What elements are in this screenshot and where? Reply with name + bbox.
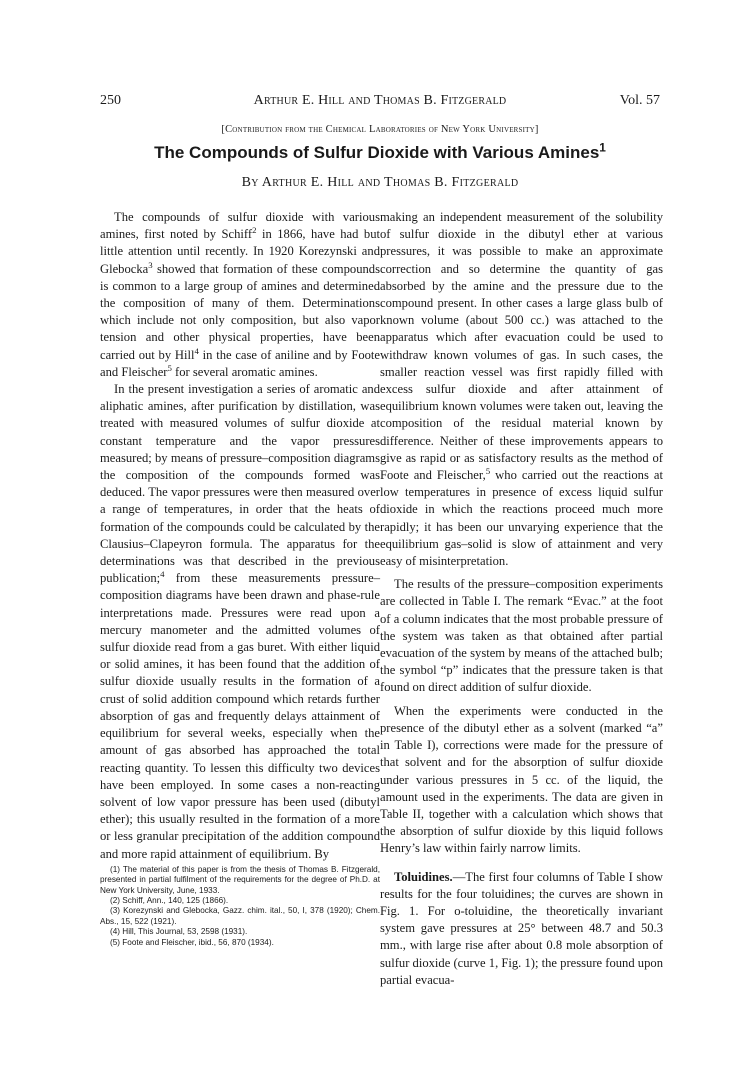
volume-label: Vol. 57 — [619, 93, 660, 108]
paragraph: making an independent measurement of the solubility of sulfur dioxide in the dibutyl ether at various pressures, it was possible to make an approximate correction and so determine the quantity of gas absorbed by the amine and the pressure due to the compound present. In other cases a large glass bulb of known volume (about 500 cc.) was attached to the apparatus which after evacuation could be used to withdraw known volumes of gas. In such cases, the smaller reaction vessel was first rapidly filled with excess sulfur dioxide and after attainment of equilibrium known volumes were taken out, leaving the composition of the residual material known by difference. Neither of these improvements appears to give as rapid or as satisfactory results as the method of Foote and Fleischer,$^5$ who carried out the reactions at low temperatures in presence of excess liquid sulfur dioxide in which the reactions proceed much more rapidly; it has been our unvarying experience that the equilibrium gas–solid is slow of attainment and very easy of misinterpretation. — [380, 210, 663, 569]
paragraph: When the experiments were conducted in the presence of the dibutyl ether as a solvent (marked “a” in Table I), corrections were made for the pressure of that solvent and for the absorption of sulfur dioxide under various pressures in 5 cc. of the liquid, the amount used in the experiments. The data are given in Table II, together with a calculation which shows that the absorption of sulfur dioxide by this liquid follows Henry’s law within fairly narrow limits. — [380, 703, 663, 856]
footnote: (4) Hill, This Journal, 53, 2598 (1931). — [110, 927, 248, 937]
footnote: (1) The material of this paper is from the thesis of Thomas B. Fitzgerald, presented in partial fulfilment of the requirements for the degree of Ph.D. at New York University, June, 1933. — [100, 864, 380, 895]
footnote: (2) Schiff, Ann., 140, 125 (1866). — [110, 895, 229, 905]
page-number: 250 — [100, 93, 121, 108]
footnote: (3) Korezynski and Glebocka, Gazz. chim. ital., 50, I, 378 (1920); Chem. Abs., 15, 522 (1921). — [100, 906, 380, 926]
paragraph: In the present investigation a series of aromatic and aliphatic amines, after purification by distillation, was treated with measured volumes of sulfur dioxide at constant temperature and the vapor pressures measured; by means of pressure–composition diagrams the composition of the compounds formed was deduced. The vapor pressures were then measured over a range of temperatures, in order that the heats of formation of the compounds could be calculated by the Clausius–Clapeyron formula. The apparatus for the determinations was that described in the previous publication;$^4$ from these measurements pressure–composition diagrams have been drawn and phase-rule interpretations made. Pressures were read upon a mercury manometer and the admitted volumes of sulfur dioxide read from a gas buret. With either liquid or solid amines, it has been found that the addition of sulfur dioxide usually results in the formation of a crust of solid addition compound which retards further absorption of gas and frequently delays attainment of equilibrium for several weeks, especially when the amount of gas absorbed has approached the total reacting quantity. To lessen this difficulty two devices have been employed. In some cases a non-reacting solvent of low vapor pressure has been used (dibutyl ether); this usually resulted in the formation of a more or less granular precipitation of the addition compound and more rapid attainment of equilibrium. By — [100, 382, 380, 861]
running-title: Arthur E. Hill and Thomas B. Fitzgerald — [253, 93, 507, 108]
article-title — [90, 140, 670, 163]
title-footnote-marker: 1 — [599, 140, 606, 155]
right-column — [380, 209, 663, 989]
byline: By Arthur E. Hill and Thomas B. Fitzgerald — [241, 175, 519, 190]
paragraph: Toluidines.—The first four columns of Table I show results for the four toluidines; the curves are shown in Fig. 1. For o-toluidine, the theoretically invariant system gave pressures at 25° between 48.7 and 50.3 mm., with large rise after about 0.8 mole absorption of sulfur dioxide (curve 1, Fig. 1); the pressure found upon partial evacua- — [380, 869, 663, 987]
contribution-line: [Contribution from the Chemical Laboratories of New York University] — [221, 124, 539, 135]
section-subheading: Toluidines. — [394, 869, 453, 884]
footnotes — [100, 865, 380, 948]
article-title-text: The Compounds of Sulfur Dioxide with Various Amines — [154, 143, 600, 162]
page-header — [100, 93, 660, 113]
left-column — [100, 209, 380, 948]
paragraph: The results of the pressure–composition experiments are collected in Table I. The remark “Evac.” at the foot of a column indicates that the most probable pressure of the system was taken as that obtained after partial evacuation of the system by means of the attached bulb; the symbol “p” indicates that the pressure taken is that found on direct addition of sulfur dioxide. — [380, 577, 663, 695]
paragraph: The compounds of sulfur dioxide with various amines, first noted by Schiff$^2$ in 1866, have had but little attention until recently. In 1920 Korezynski and Glebocka$^3$ showed that formation of these compounds is common to a large group of amines and determined the composition of many of them. Determinations which include not only composition, but also vapor tension and other physical properties, have been carried out by Hill$^4$ in the case of aniline and by Foote and Fleischer$^5$ for several aromatic amines. — [100, 210, 380, 379]
footnote: (5) Foote and Fleischer, ibid., 56, 870 (1934). — [110, 937, 274, 947]
